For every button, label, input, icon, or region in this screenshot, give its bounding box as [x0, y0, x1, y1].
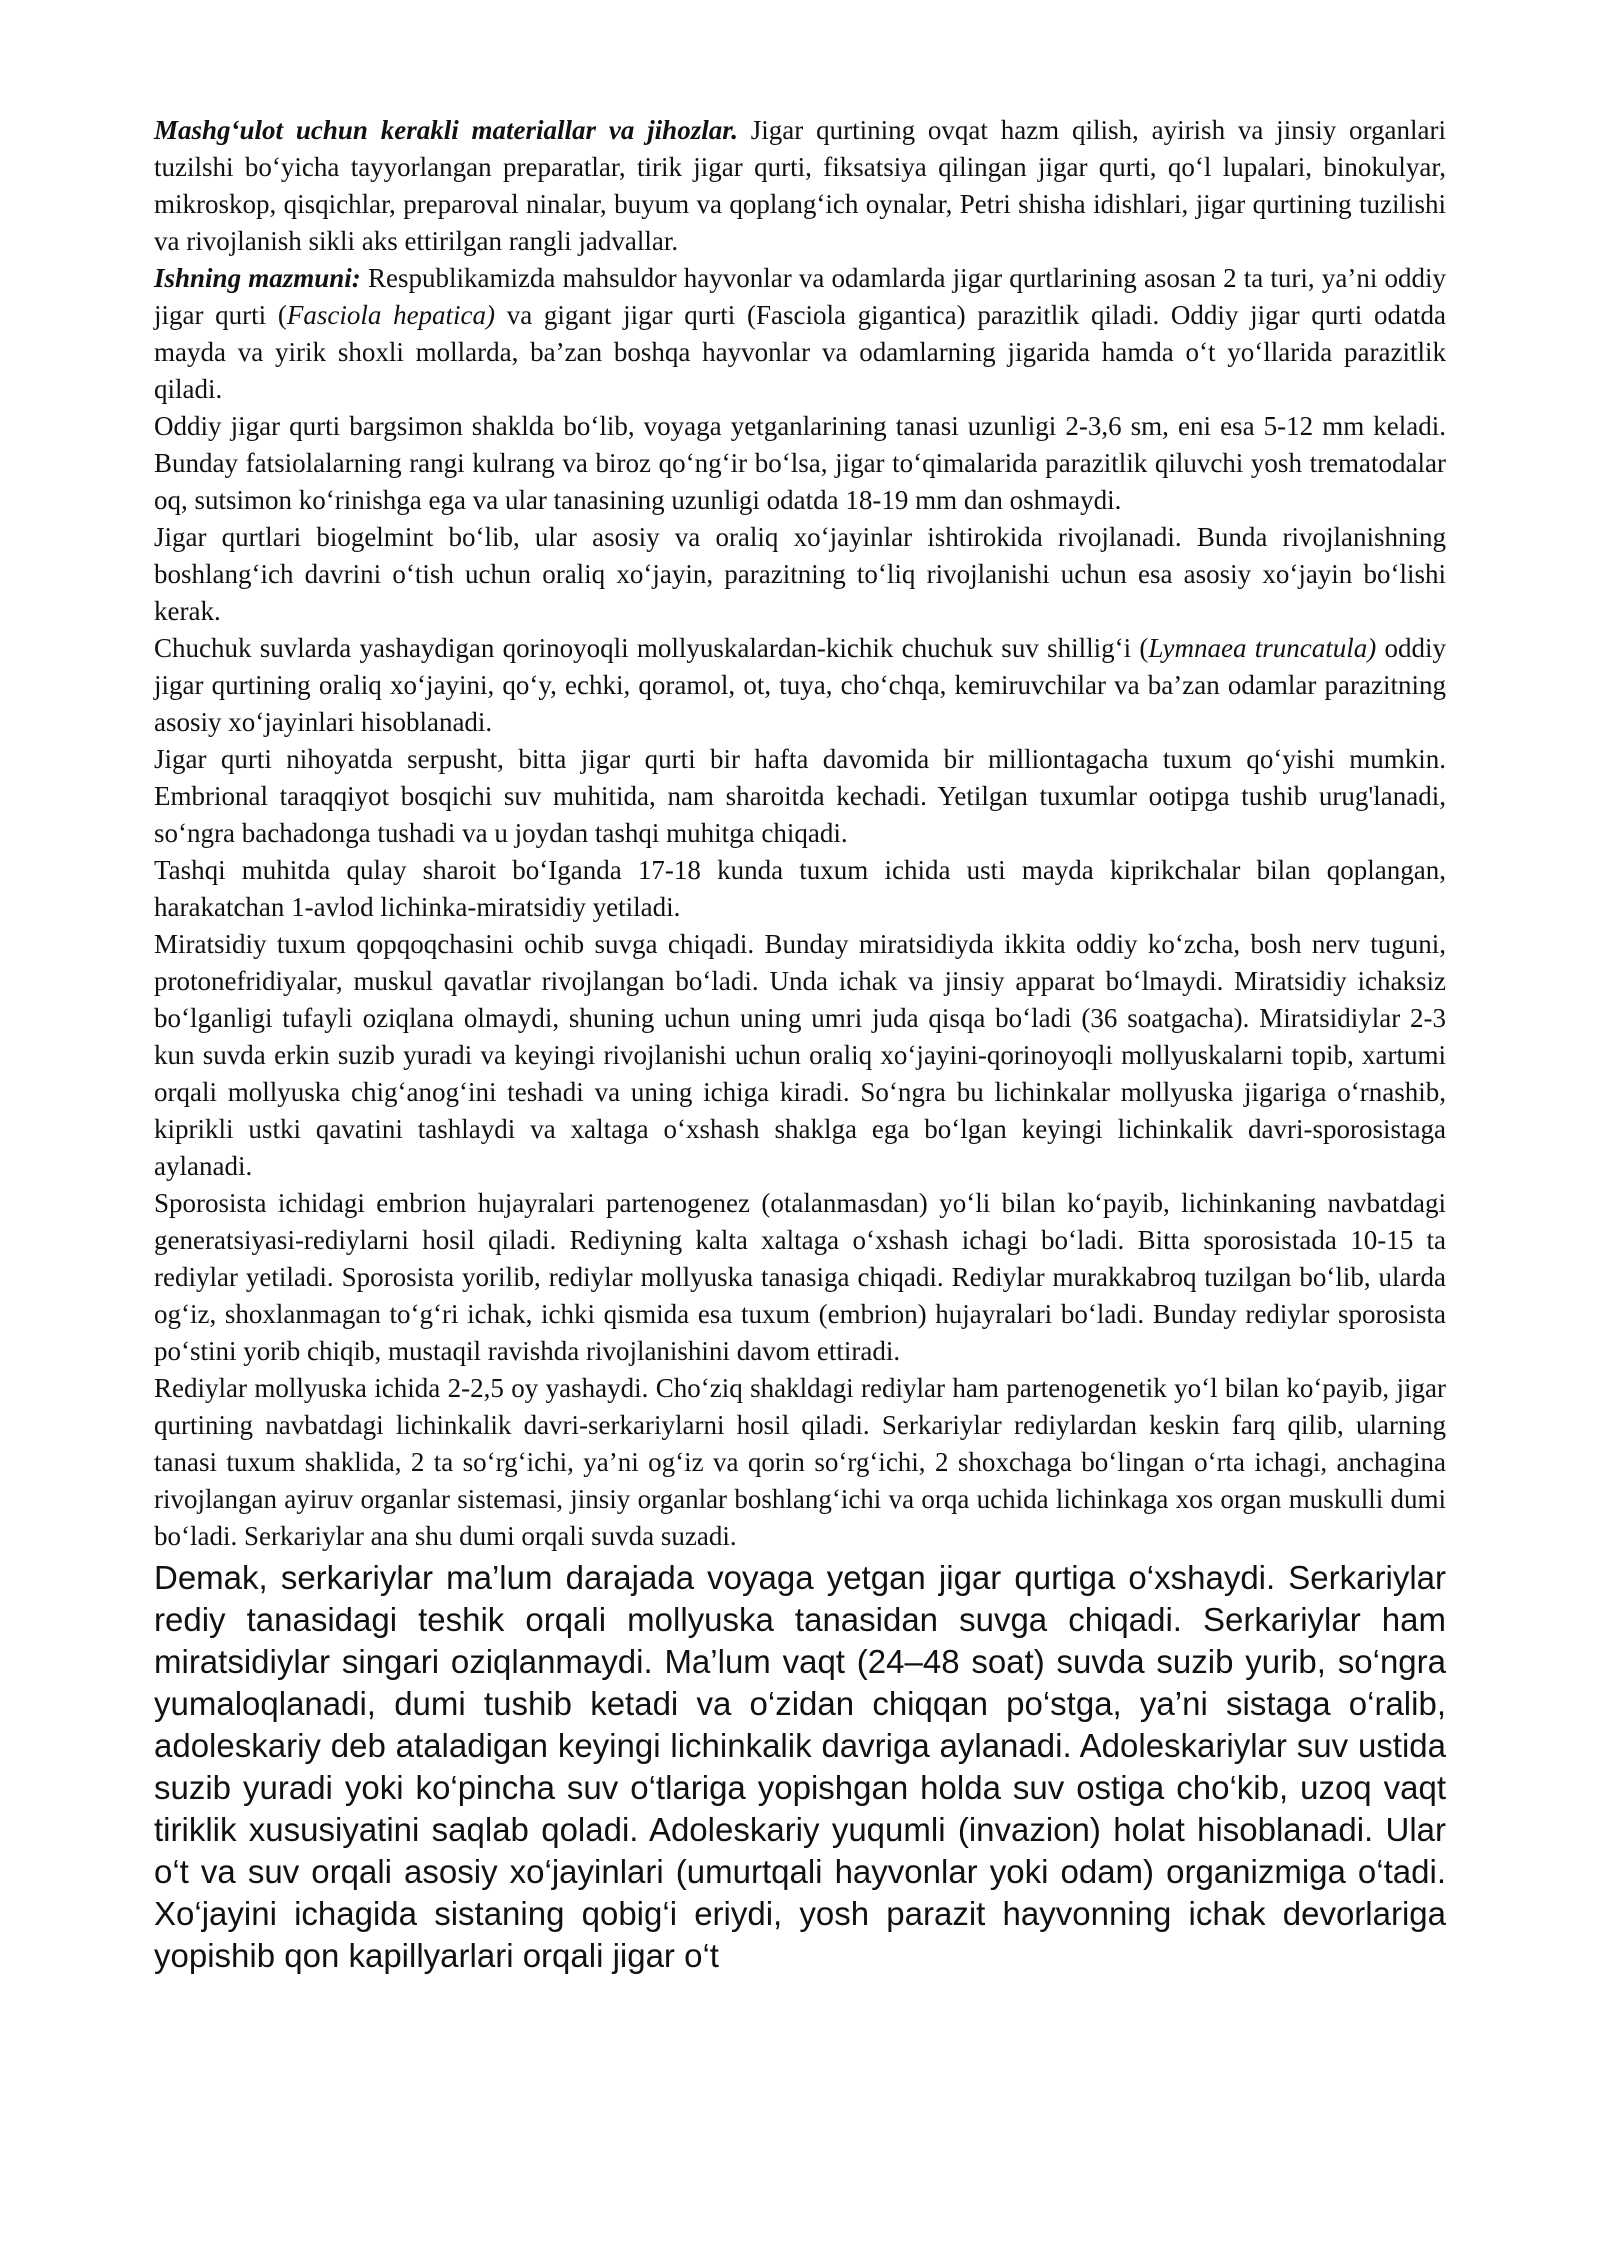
paragraph-materials — [154, 112, 1446, 260]
serif-text-block — [154, 112, 1446, 1555]
paragraph-hosts — [154, 630, 1446, 741]
sans-text-block — [154, 1557, 1446, 1977]
paragraph-sporocyst: Sporosista ichidagi embrion hujayralari partenogenez (otalanmasdan) yo‘li bilan ko‘payib, lichinkaning navbatdagi generatsiyasi-rediylarni hosil qiladi. Rediyning kalta xaltaga o‘xshash ichagi bo‘ladi. Bitta sporosistada 10-15 ta rediylar yetiladi. Sporosista yorilib, rediylar mollyuska tanasiga chiqadi. Rediylar murakkabroq tuzilgan bo‘lib, ularda og‘iz, shoxlanmagan to‘g‘ri ichak, ichki qismida esa tuxum (embrion) hujayralari bo‘ladi. Bunday rediylar sporosista po‘stini yorib chiqib, mustaqil ravishda rivojlanishini davom ettiradi. — [154, 1188, 1446, 1366]
paragraph-external-environment: Tashqi muhitda qulay sharoit bo‘Iganda 17-18 kunda tuxum ichida usti mayda kiprikchalar bilan qoplangan, harakatchan 1-avlod lichinka-miratsidiy yetiladi. — [154, 855, 1446, 922]
document-page — [154, 112, 1446, 1977]
paragraph-miracidium: Miratsidiy tuxum qopqoqchasini ochib suvga chiqadi. Bunday miratsidiyda ikkita oddiy ko‘zcha, bosh nerv tuguni, protonefridiyalar, muskul qavatlar rivojlangan bo‘ladi. Unda ichak va jinsiy apparat bo‘lmaydi. Miratsidiy ichaksiz bo‘lganligi tufayli oziqlana olmaydi, shuning uchun uning umri juda qisqa bo‘ladi (36 soatgacha). Miratsidiylar 2-3 kun suvda erkin suzib yuradi va keyingi rivojlanishi uchun oraliq xo‘jayini-qorinoyoqli mollyuskalarni topib, xartumi orqali mollyuska chig‘anog‘ini teshadi va uning ichiga kiradi. So‘ngra bu lichinkalar mollyuska jigariga o‘rnashib, kiprikli ustki qavatini tashlaydi va xaltaga o‘xshash shaklga ega bo‘lgan keyingi lichinkalik davri-sporosistaga aylanadi. — [154, 929, 1446, 1181]
content-text-b: va gigant jigar qurti (Fasciola gigantica) parazitlik qiladi. Oddiy jigar qurti odatda mayda va yirik shoxli mollarda, ba’zan boshqa hayvonlar va odamlarning jigarida hamda o‘t yo‘llarida parazitlik qiladi. — [154, 300, 1446, 404]
paragraph-biohelminth: Jigar qurtlari biogelmint bo‘lib, ular asosiy va oraliq xo‘jayinlar ishtirokida rivojlanadi. Bunda rivojlanishning boshlang‘ich davrini o‘tish uchun oraliq xo‘jayin, parazitning to‘liq rivojlanishi uchun esa asosiy xo‘jayin bo‘lishi kerak. — [154, 522, 1446, 626]
species-name-fasciola-hepatica: Fasciola hepatica) — [286, 300, 496, 330]
paragraph-fertility: Jigar qurti nihoyatda serpusht, bitta jigar qurti bir hafta davomida bir milliontagacha tuxum qo‘yishi mumkin. Embrional taraqqiyot bosqichi suv muhitida, nam sharoitda kechadi. Yetilgan tuxumlar ootipga tushib urug'lanadi, so‘ngra bachadonga tushadi va u joydan tashqi muhitga chiqadi. — [154, 744, 1446, 848]
paragraph-cercariae: Demak, serkariylar ma’lum darajada voyaga yetgan jigar qurtiga o‘xshaydi. Serkariylar rediy tanasidagi teshik orqali mollyuska tanasidan suvga chiqadi. Serkariylar ham miratsidiylar singari oziqlanmaydi. Ma’lum vaqt (24–48 soat) suvda suzib yurib, so‘ngra yumaloqlanadi, dumi tushib ketadi va o‘zidan chiqqan po‘stga, ya’ni sistaga o‘ralib, adoleskariy deb ataladigan keyingi lichinkalik davriga aylanadi. Adoleskariylar suv ustida suzib yuradi yoki ko‘pincha suv o‘tlariga yopishgan holda suv ostiga cho‘kib, uzoq vaqt tiriklik xususiyatini saqlab qoladi. Adoleskariy yuqumli (invazion) holat hisoblanadi. Ular o‘t va suv orqali asosiy xo‘jayinlari (umurtqali hayvonlar yoki odam) organizmiga o‘tadi. Xo‘jayini ichagida sistaning qobig‘i eriydi, yosh parazit hayvonning ichak devorlariga yopishib qon kapillyarlari orqali jigar o‘t — [154, 1559, 1446, 1974]
materials-heading: Mashg‘ulot uchun kerakli materiallar va jihozlar. — [154, 115, 738, 145]
hosts-text-b: oddiy jigar qurtining oraliq xo‘jayini, qo‘y, echki, qoramol, ot, tuya, cho‘chqa, kemiruvchilar va ba’zan odamlar parazitning asosiy xo‘jayinlari hisoblanadi. — [154, 633, 1446, 737]
paragraph-content — [154, 260, 1446, 408]
paragraph-rediae: Rediylar mollyuska ichida 2-2,5 oy yashaydi. Cho‘ziq shakldagi rediylar ham partenogenetik yo‘l bilan ko‘payib, jigar qurtining navbatdagi lichinkalik davri-serkariylarni hosil qiladi. Serkariylar rediylardan keskin farq qilib, ularning tanasi tuxum shaklida, 2 ta so‘rg‘ichi, ya’ni og‘iz va qorin so‘rg‘ichi, 2 shoxchaga bo‘lingan o‘rta ichagi, anchagina rivojlangan ayiruv organlar sistemasi, jinsiy organlar boshlang‘ichi va orqa uchida lichinkaga xos organ muskulli dumi bo‘ladi. Serkariylar ana shu dumi orqali suvda suzadi. — [154, 1373, 1446, 1551]
species-name-lymnaea: Lymnaea truncatula) — [1148, 633, 1377, 663]
hosts-text-a: Chuchuk suvlarda yashaydigan qorinoyoqli mollyuskalardan-kichik chuchuk suv shillig‘i ( — [154, 633, 1149, 663]
paragraph-morphology: Oddiy jigar qurti bargsimon shaklda bo‘lib, voyaga yetganlarining tanasi uzunligi 2-3,6 sm, eni esa 5-12 mm keladi. Bunday fatsiolalarning rangi kulrang va biroz qo‘ng‘ir bo‘lsa, jigar to‘qimalarida parazitlik qiluvchi yosh trematodalar oq, sutsimon ko‘rinishga ega va ular tanasining uzunligi odatda 18-19 mm dan oshmaydi. — [154, 411, 1446, 515]
materials-text: Jigar qurtining ovqat hazm qilish, ayirish va jinsiy organlari tuzilshi bo‘yicha tayyorlangan preparatlar, tirik jigar qurti, fiksatsiya qilingan jigar qurti, qo‘l lupalari, binokulyar, mikroskop, qisqichlar, preparoval ninalar, buyum va qoplang‘ich oynalar, Petri shisha idishlari, jigar qurtining tuzilishi va rivojlanish sikli aks ettirilgan rangli jadvallar. — [154, 115, 1446, 256]
content-heading: Ishning mazmuni: — [154, 263, 361, 293]
content-text-a: Respublikamizda mahsuldor hayvonlar va odamlarda jigar qurtlarining asosan 2 ta turi, ya’ni oddiy jigar qurti ( — [154, 263, 1446, 330]
